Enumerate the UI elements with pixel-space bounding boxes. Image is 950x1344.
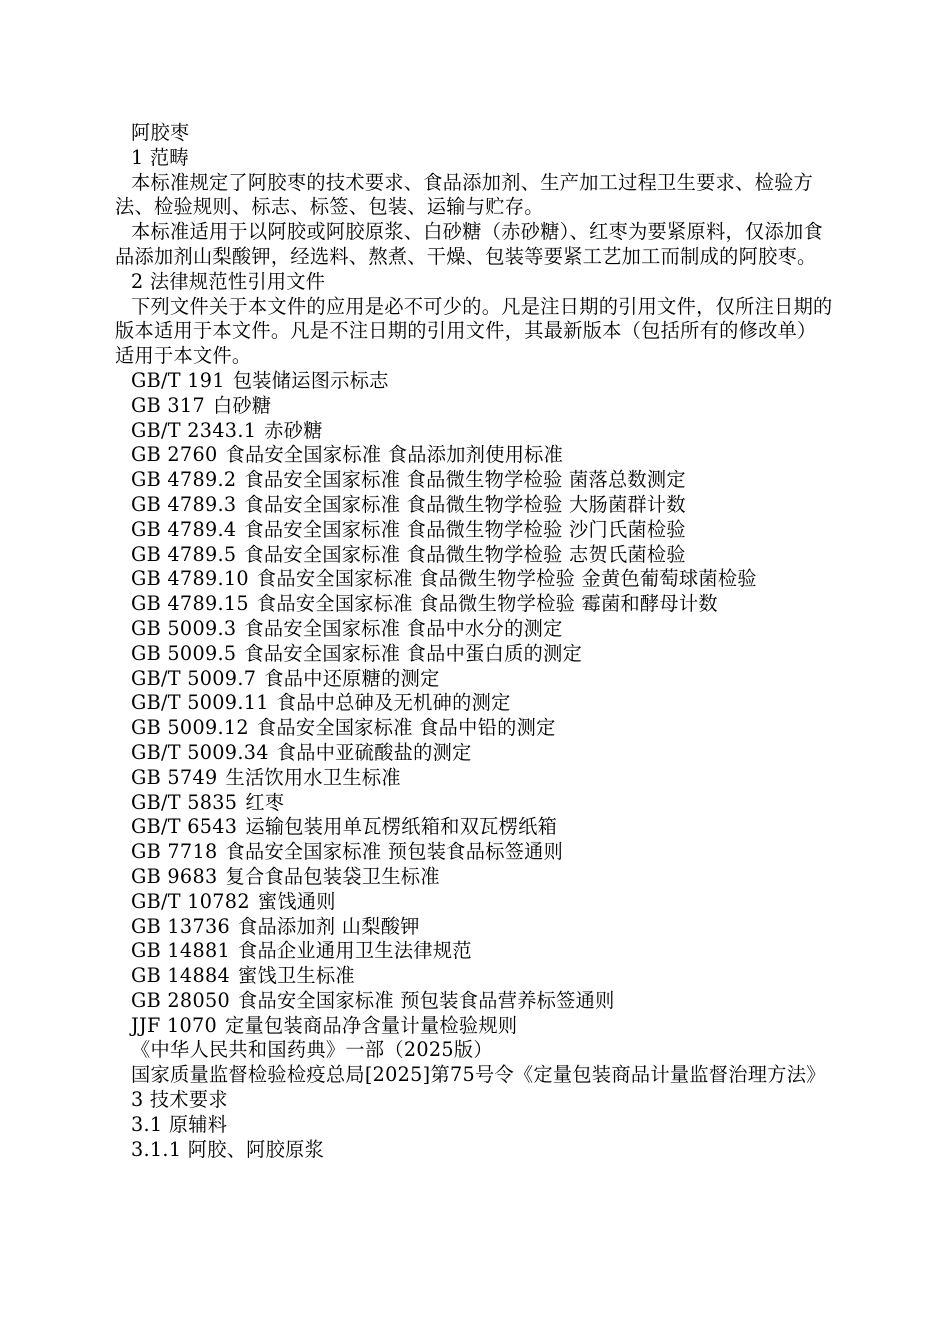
reference-code: GB 4789.15: [131, 592, 249, 616]
document-page: [115, 121, 835, 1162]
reference-title: 食品中亚硫酸盐的测定: [276, 740, 472, 764]
reference-item: [115, 518, 835, 543]
reference-title: 白砂糖: [212, 393, 272, 417]
reference-item: [115, 989, 835, 1014]
reference-code: GB 5009.12: [131, 716, 249, 740]
reference-item: [115, 865, 835, 890]
reference-title: 红枣: [245, 790, 285, 814]
reference-title: 蜜饯通则: [257, 889, 336, 913]
reference-title: 食品中还原糖的测定: [264, 666, 440, 690]
reference-code: GB/T 5009.34: [131, 740, 269, 764]
reference-code: GB 4789.2: [131, 468, 237, 492]
reference-title: 定量包装商品净含量计量检验规则: [225, 1013, 518, 1037]
reference-title: 包装储运图示标志: [232, 368, 389, 392]
reference-item: [115, 716, 835, 741]
reference-title: 食品添加剂 山梨酸钾: [237, 914, 420, 938]
reference-item: [115, 766, 835, 791]
reference-item: [115, 939, 835, 964]
section-2-heading: 2 法律规范性引用文件: [131, 269, 326, 293]
reference-title: 食品安全国家标准 食品微生物学检验 沙门氏菌检验: [244, 517, 686, 541]
reference-code: GB 5749: [131, 765, 218, 789]
reference-item: [115, 1014, 835, 1039]
reference-item: [115, 915, 835, 940]
reference-code: GB 9683: [131, 864, 218, 888]
reference-title: 食品安全国家标准 食品添加剂使用标准: [225, 443, 564, 467]
reference-item: [115, 840, 835, 865]
reference-code: GB 4789.10: [131, 567, 249, 591]
reference-code: GB/T 5835: [131, 790, 238, 814]
reference-code: GB/T 5009.7: [131, 666, 257, 690]
reference-title: 生活饮用水卫生标准: [225, 765, 401, 789]
section-2-paragraph-1: 下列文件关于本文件的应用是必不可少的。凡是注日期的引用文件，仅所注日期的版本适用于本文件。凡是不注日期的引用文件，其最新版本（包括所有的修改单）适用于本文件。: [115, 294, 833, 368]
reference-item: [115, 592, 835, 617]
section-3-1-heading: 3.1 原辅料: [131, 1112, 228, 1136]
reference-code: GB/T 10782: [131, 889, 250, 913]
reference-item: [115, 964, 835, 989]
reference-code: GB 4789.5: [131, 542, 237, 566]
document-title: 阿胶枣: [131, 121, 190, 144]
reference-title: 食品安全国家标准 食品微生物学检验 霉菌和酵母计数: [256, 592, 718, 616]
reference-item: [115, 642, 835, 667]
reference-title: 食品安全国家标准 预包装食品标签通则: [225, 840, 564, 864]
section-1-heading: 1 范畴: [131, 145, 189, 169]
reference-item: [115, 741, 835, 766]
reference-code: GB 317: [131, 393, 205, 417]
reference-item: [115, 691, 835, 716]
section-1-paragraph-1: 本标准规定了阿胶枣的技术要求、食品添加剂、生产加工过程卫生要求、检验方法、检验规则、标志、标签、包装、运输与贮存。: [115, 170, 814, 219]
reference-title: 食品安全国家标准 食品中蛋白质的测定: [244, 641, 583, 665]
reference-item: [115, 493, 835, 518]
reference-code: GB 7718: [131, 840, 218, 864]
reference-item: [115, 543, 835, 568]
reference-code: JJF 1070: [131, 1013, 218, 1037]
reference-item: [115, 443, 835, 468]
reference-item: [115, 617, 835, 642]
decree-reference: 国家质量监督检验检疫总局[2025]第75号令《定量包装商品计量监督治理方法》: [131, 1063, 826, 1087]
section-3-1-1-heading: 3.1.1 阿胶、阿胶原浆: [131, 1137, 325, 1161]
reference-code: GB 5009.5: [131, 641, 237, 665]
reference-title: 食品安全国家标准 食品微生物学检验 大肠菌群计数: [244, 492, 686, 516]
reference-item: [115, 567, 835, 592]
reference-item: [115, 791, 835, 816]
reference-item: [115, 369, 835, 394]
reference-title: 蜜饯卫生标准: [237, 964, 355, 988]
reference-title: 食品安全国家标准 食品微生物学检验 志贺氏菌检验: [244, 542, 686, 566]
reference-title: 赤砂糖: [264, 418, 323, 442]
section-3-heading: 3 技术要求: [131, 1088, 228, 1112]
section-1-paragraph-2: 本标准适用于以阿胶或阿胶原浆、白砂糖（赤砂糖）、红枣为要紧原料，仅添加食品添加剂山梨酸钾，经选料、熬煮、干燥、包装等要紧工艺加工而制成的阿胶枣。: [115, 220, 823, 268]
reference-item: [115, 394, 835, 419]
reference-item: [115, 667, 835, 692]
reference-item: [115, 419, 835, 444]
reference-title: 食品安全国家标准 食品中铅的测定: [256, 716, 556, 740]
reference-code: GB 4789.3: [131, 492, 237, 516]
reference-code: GB 28050: [131, 988, 230, 1012]
reference-title: 复合食品包装袋卫生标准: [225, 864, 440, 888]
reference-title: 运输包装用单瓦楞纸箱和双瓦楞纸箱: [245, 815, 558, 839]
reference-item: [115, 815, 835, 840]
reference-code: GB 14881: [131, 939, 230, 963]
reference-item: [115, 890, 835, 915]
reference-title: 食品安全国家标准 食品微生物学检验 菌落总数测定: [244, 468, 686, 492]
reference-code: GB 13736: [131, 914, 230, 938]
reference-title: 食品安全国家标准 食品微生物学检验 金黄色葡萄球菌检验: [256, 567, 757, 591]
reference-code: GB 2760: [131, 443, 218, 467]
reference-code: GB 4789.4: [131, 517, 237, 541]
reference-code: GB/T 191: [131, 368, 225, 392]
reference-code: GB/T 6543: [131, 815, 238, 839]
reference-item: [115, 468, 835, 493]
pharmacopoeia-reference: 《中华人民共和国药典》一部（2025版）: [131, 1038, 493, 1062]
reference-code: GB/T 2343.1: [131, 418, 257, 442]
reference-code: GB 14884: [131, 964, 230, 988]
reference-title: 食品安全国家标准 食品中水分的测定: [244, 616, 563, 640]
reference-title: 食品安全国家标准 预包装食品营养标签通则: [237, 988, 615, 1012]
reference-code: GB/T 5009.11: [131, 691, 269, 715]
reference-list: [115, 369, 835, 1039]
reference-title: 食品企业通用卫生法律规范: [237, 939, 472, 963]
reference-code: GB 5009.3: [131, 616, 237, 640]
reference-title: 食品中总砷及无机砷的测定: [276, 691, 511, 715]
